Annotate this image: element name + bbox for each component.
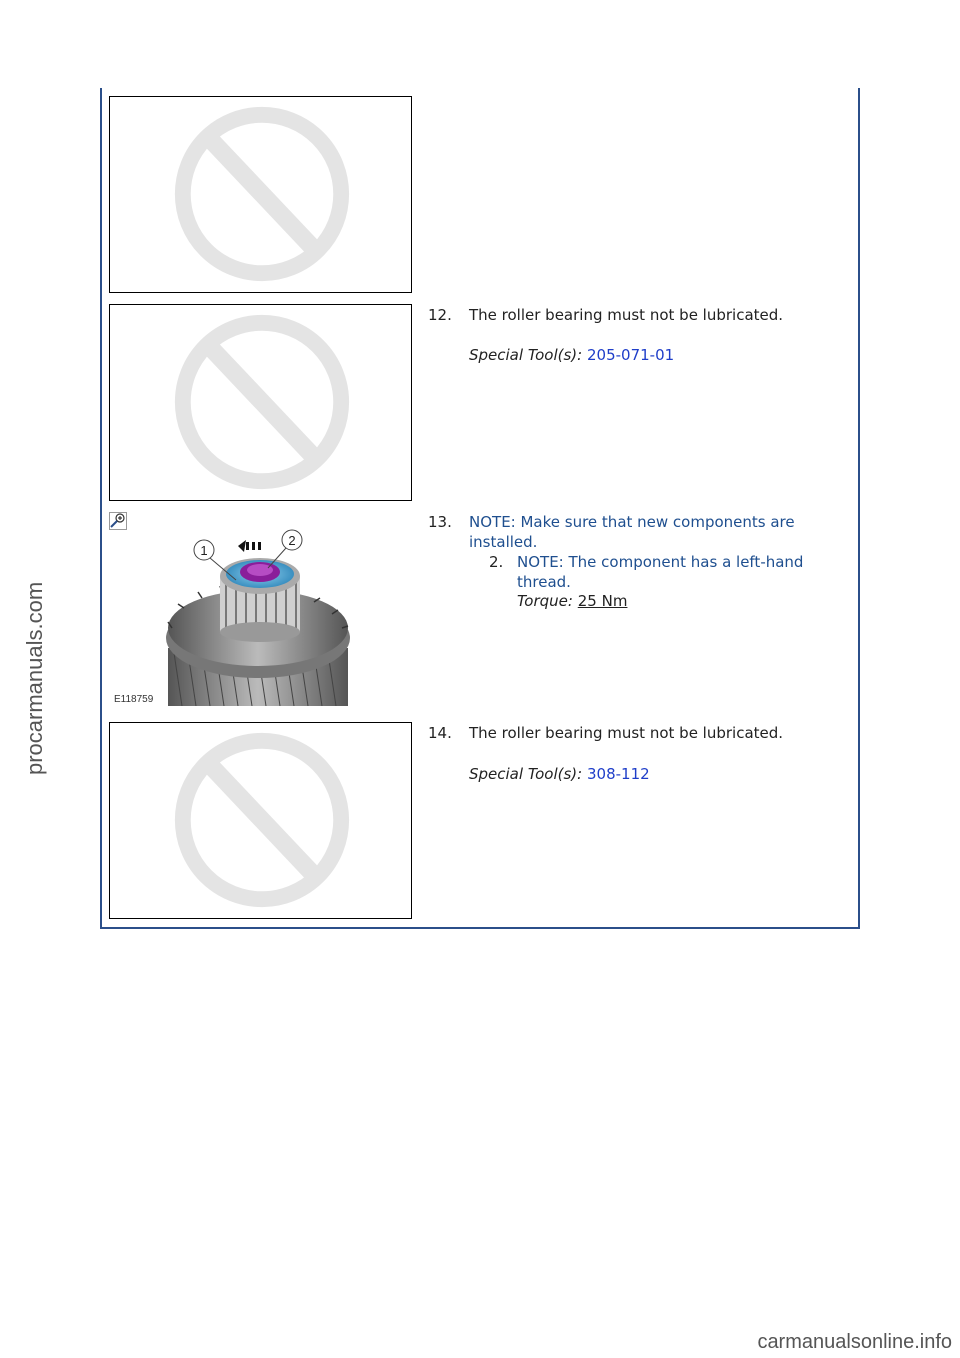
- step-note: NOTE: Make sure that new components are installed.: [469, 513, 795, 551]
- special-tools-label: Special Tool(s):: [469, 346, 583, 364]
- callout-2: 2: [288, 533, 296, 548]
- special-tools-12: [469, 346, 674, 364]
- callout-1: 1: [200, 543, 208, 558]
- special-tool-link[interactable]: 205-071-01: [587, 346, 675, 364]
- torque-line: [517, 592, 627, 610]
- image-code: E118759: [114, 694, 154, 705]
- torque-value[interactable]: 25 Nm: [577, 592, 628, 610]
- step-text: The roller bearing must not be lubricated.: [469, 724, 784, 742]
- image-placeholder-1: [109, 96, 412, 293]
- substep-note: NOTE: The component has a left-hand thread.: [517, 553, 804, 591]
- torque-label: Torque:: [517, 592, 573, 610]
- footer-watermark[interactable]: carmanualsonline.info: [757, 1331, 952, 1353]
- gear-bearing-photo: [112, 528, 352, 706]
- step-text: The roller bearing must not be lubricated.: [469, 306, 784, 324]
- step-number: 12.: [428, 306, 452, 324]
- image-placeholder-3: [109, 722, 412, 919]
- special-tool-link[interactable]: 308-112: [587, 765, 650, 783]
- substep-number: 2.: [489, 553, 504, 571]
- side-watermark[interactable]: procarmanuals.com: [22, 581, 47, 775]
- no-image-icon: [110, 97, 411, 292]
- no-image-icon: [110, 723, 411, 918]
- step-number: 13.: [428, 513, 452, 531]
- image-placeholder-2: [109, 304, 412, 501]
- no-image-icon: [110, 305, 411, 500]
- step-number: 14.: [428, 724, 452, 742]
- special-tools-14: [469, 765, 650, 783]
- special-tools-label: Special Tool(s):: [469, 765, 583, 783]
